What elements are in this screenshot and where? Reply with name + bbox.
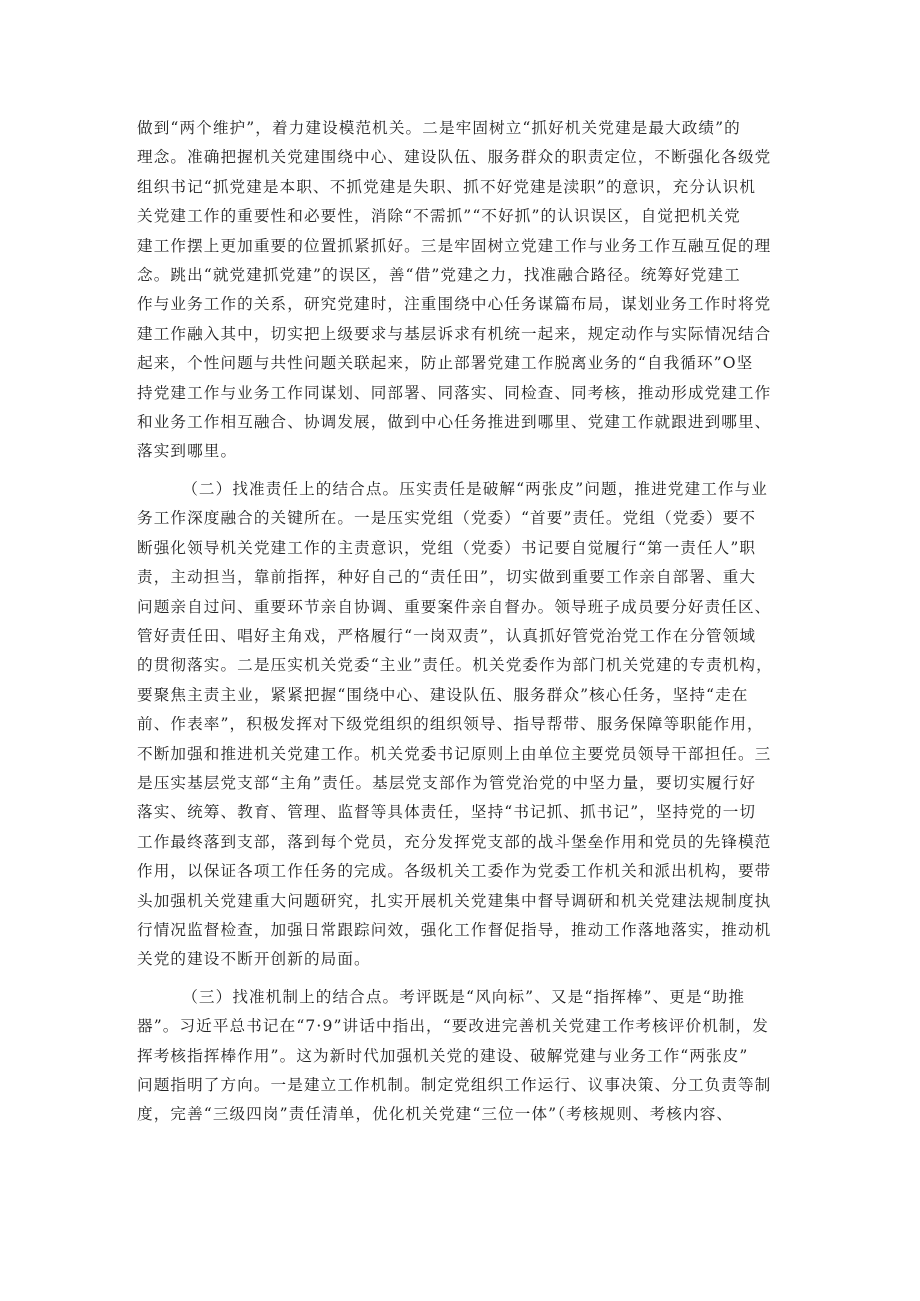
text-line: 和业务工作相互融合、协调发展，做到中心任务推进到哪里、党建工作就跟进到哪里、 [137, 413, 772, 432]
text-line: （三）找准机制上的结合点。考评既是“风向标”、又是“指挥棒”、更是“助推 [182, 987, 746, 1006]
text-line: 问题亲自过问、重要环节亲自协调、重要案件亲自督办。领导班子成员要分好责任区、 [137, 597, 772, 616]
text-line: 落实到哪里。 [137, 442, 238, 461]
text-line: 做到“两个维护”，着力建设模范机关。二是牢固树立“抓好机关党建是最大政绩”的 [137, 119, 741, 137]
text-line: 度，完善“三级四岗”责任清单，优化机关党建“三位一体”（考核规则、考核内容、 [137, 1105, 734, 1124]
text-line: 管好责任田、唱好主角戏，严格履行“一岗双责”，认真抓好管党治党工作在分管领域 [137, 626, 757, 645]
paragraph-responsibility-integration [137, 475, 787, 975]
text-line: 起来，个性问题与共性问题关联起来，防止部署党建工作脱离业务的“自我循环”O坚 [137, 354, 754, 373]
text-line: （二）找准责任上的结合点。压实责任是破解“两张皮”问题，推进党建工作与业 [182, 479, 768, 498]
text-line: 作用，以保证各项工作任务的完成。各级机关工委作为党委工作机关和派出机构，要带 [137, 862, 772, 881]
text-line: 理念。准确把握机关党建围绕中心、建设队伍、服务群众的职责定位，不断强化各级党 [137, 148, 772, 167]
text-line: 持党建工作与业务工作同谋划、同部署、同落实、同检查、同考核，推动形成党建工作 [137, 383, 772, 402]
text-line: 关党建工作的重要性和必要性，消除“不需抓”“不好抓”的认识误区，自觉把机关党 [137, 207, 741, 226]
text-line: 不断加强和推进机关党建工作。机关党委书记原则上由单位主要党员领导干部担任。三 [137, 744, 772, 763]
text-line: 器”。习近平总书记在“7·9”讲话中指出，“要改进完善机关党建工作考核评价机制，发 [137, 1017, 769, 1036]
text-line: 问题指明了方向。一是建立工作机制。制定党组织工作运行、议事决策、分工负责等制 [137, 1076, 772, 1094]
text-line: 落实、统筹、教育、管理、监督等具体责任，坚持“书记抓、抓书记”，坚持党的一切 [137, 803, 757, 822]
text-line: 要聚焦主责主业，紧紧把握“围绕中心、建设队伍、服务群众”核心任务，坚持“走在 [137, 685, 749, 704]
text-line: 组织书记“抓党建是本职、不抓党建是失职、抓不好党建是渎职”的意识，充分认识机 [137, 177, 757, 196]
text-line: 念。跳出“就党建抓党建”的误区，善“借”党建之力，找准融合路径。统筹好党建工 [137, 266, 741, 285]
text-line: 断强化领导机关党建工作的主责意识，党组（党委）书记要自觉履行“第一责任人”职 [137, 538, 757, 557]
text-line: 建工作融入其中，切实把上级要求与基层诉求有机统一起来，规定动作与实际情况结合 [137, 324, 772, 343]
text-line: 挥考核指挥棒作用”。这为新时代加强机关党的建设、破解党建与业务工作“两张皮” [137, 1046, 749, 1065]
text-line: 是压实基层党支部“主角”责任。基层党支部作为管党治党的中坚力量，要切实履行好 [137, 773, 757, 792]
text-line: 作与业务工作的关系，研究党建时，注重围绕中心任务谋篇布局，谋划业务工作时将党 [137, 295, 772, 314]
text-line: 行情况监督检查，加强日常跟踪问效，强化工作督促指导，推动工作落地落实，推动机 [137, 920, 772, 939]
text-line: 务工作深度融合的关键所在。一是压实党组（党委）“首要”责任。党组（党委）要不 [137, 509, 757, 528]
paragraph-party-building-philosophy [137, 114, 787, 467]
text-line: 关党的建设不断开创新的局面。 [137, 950, 371, 969]
paragraph-mechanism-integration [137, 983, 787, 1130]
text-line: 前、作表率”，积极发挥对下级党组织的组织领导、指导帮带、服务保障等职能作用， [137, 715, 764, 734]
text-line: 工作最终落到支部，落到每个党员，充分发挥党支部的战斗堡垒作用和党员的先锋模范 [137, 832, 772, 851]
text-line: 的贯彻落实。二是压实机关党委“主业”责任。机关党委作为部门机关党建的专责机构， [137, 656, 773, 675]
document-page [137, 114, 787, 1130]
text-line: 头加强机关党建重大问题研究，扎实开展机关党建集中督导调研和机关党建法规制度执 [137, 891, 772, 910]
text-line: 责，主动担当，靠前指挥，种好自己的“责任田”，切实做到重要工作亲自部署、重大 [137, 568, 757, 587]
text-line: 建工作摆上更加重要的位置抓紧抓好。三是牢固树立党建工作与业务工作互融互促的理 [137, 236, 772, 255]
